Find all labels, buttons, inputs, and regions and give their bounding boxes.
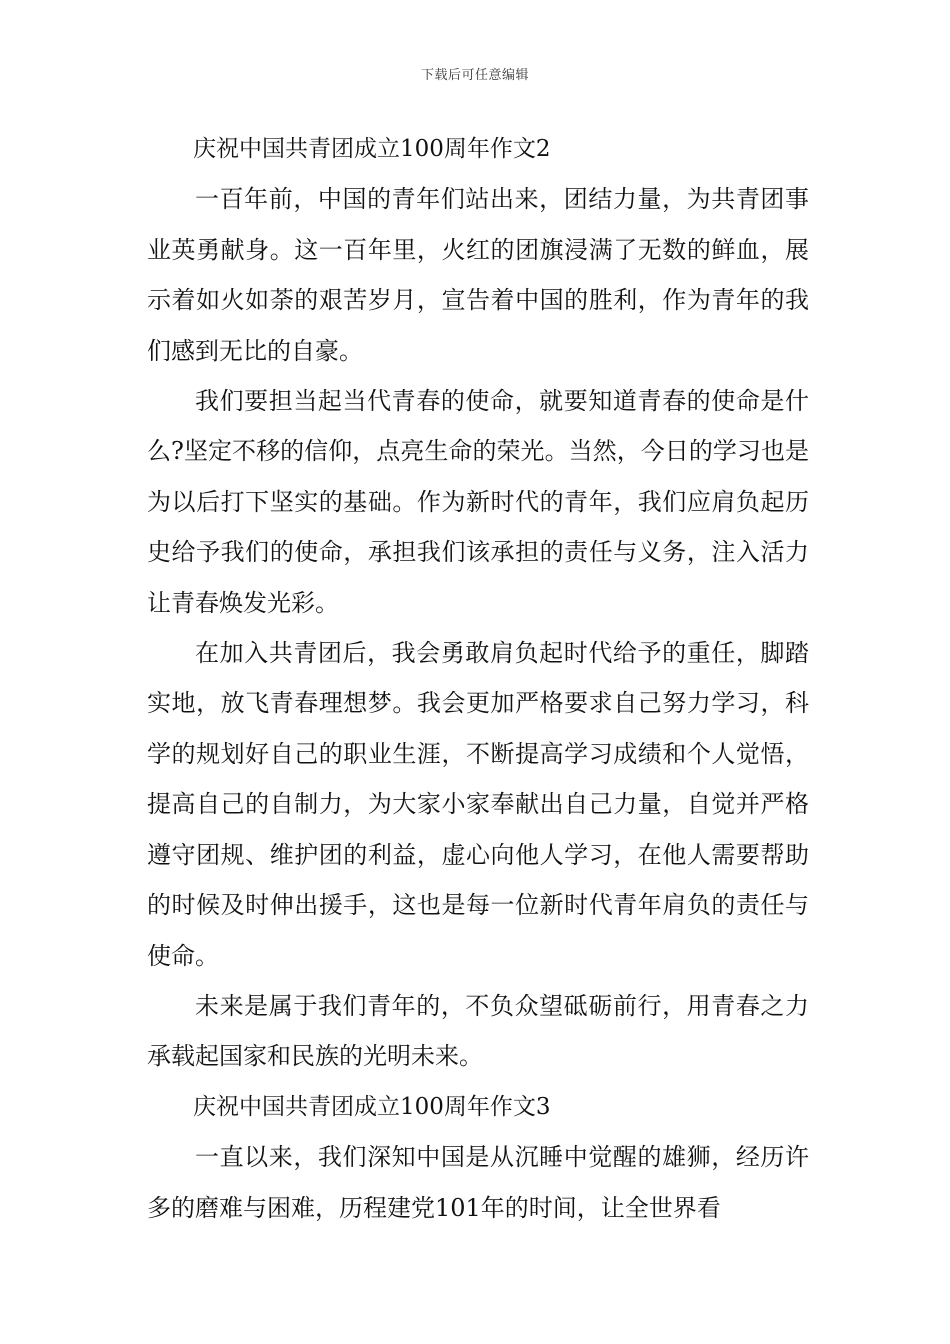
paragraph-3: 在加入共青团后，我会勇敢肩负起时代给予的重任，脚踏实地，放飞青春理想梦。我会更加严格要求自己努力学习，科学的规划好自己的职业生涯，不断提高学习成绩和个人觉悟，提高自己的自制力，为大家小家奉献出自己力量，自觉并严格遵守团规、维护团的利益，虚心向他人学习，在他人需要帮助的时候及时伸出援手，这也是每一位新时代青年肩负的责任与使命。 [147, 639, 809, 970]
header-note: 下载后可任意编辑 [420, 68, 529, 83]
essay-heading-3: 庆祝中国共青团成立100周年作文3 [193, 1093, 551, 1120]
paragraph-2: 我们要担当起当代青春的使命，就要知道青春的使命是什么?坚定不移的信仰，点亮生命的荣光。当然，今日的学习也是为以后打下坚实的基础。作为新时代的青年，我们应肩负起历史给予我们的使命，承担我们该承担的责任与义务，注入活力让青春焕发光彩。 [147, 387, 809, 617]
paragraph-1: 一百年前，中国的青年们站出来，团结力量，为共青团事业英勇献身。这一百年里，火红的团旗浸满了无数的鲜血，展示着如火如荼的艰苦岁月，宣告着中国的胜利，作为青年的我们感到无比的自豪。 [147, 185, 809, 365]
essay-heading-2: 庆祝中国共青团成立100周年作文2 [193, 136, 551, 162]
paragraph-4: 未来是属于我们青年的，不负众望砥砺前行，用青春之力承载起国家和民族的光明未来。 [147, 991, 809, 1071]
document-body [147, 124, 809, 1233]
paragraph-5: 一直以来，我们深知中国是从沉睡中觉醒的雄狮，经历许多的磨难与困难，历程建党101年的时间，让全世界看 [147, 1143, 809, 1222]
